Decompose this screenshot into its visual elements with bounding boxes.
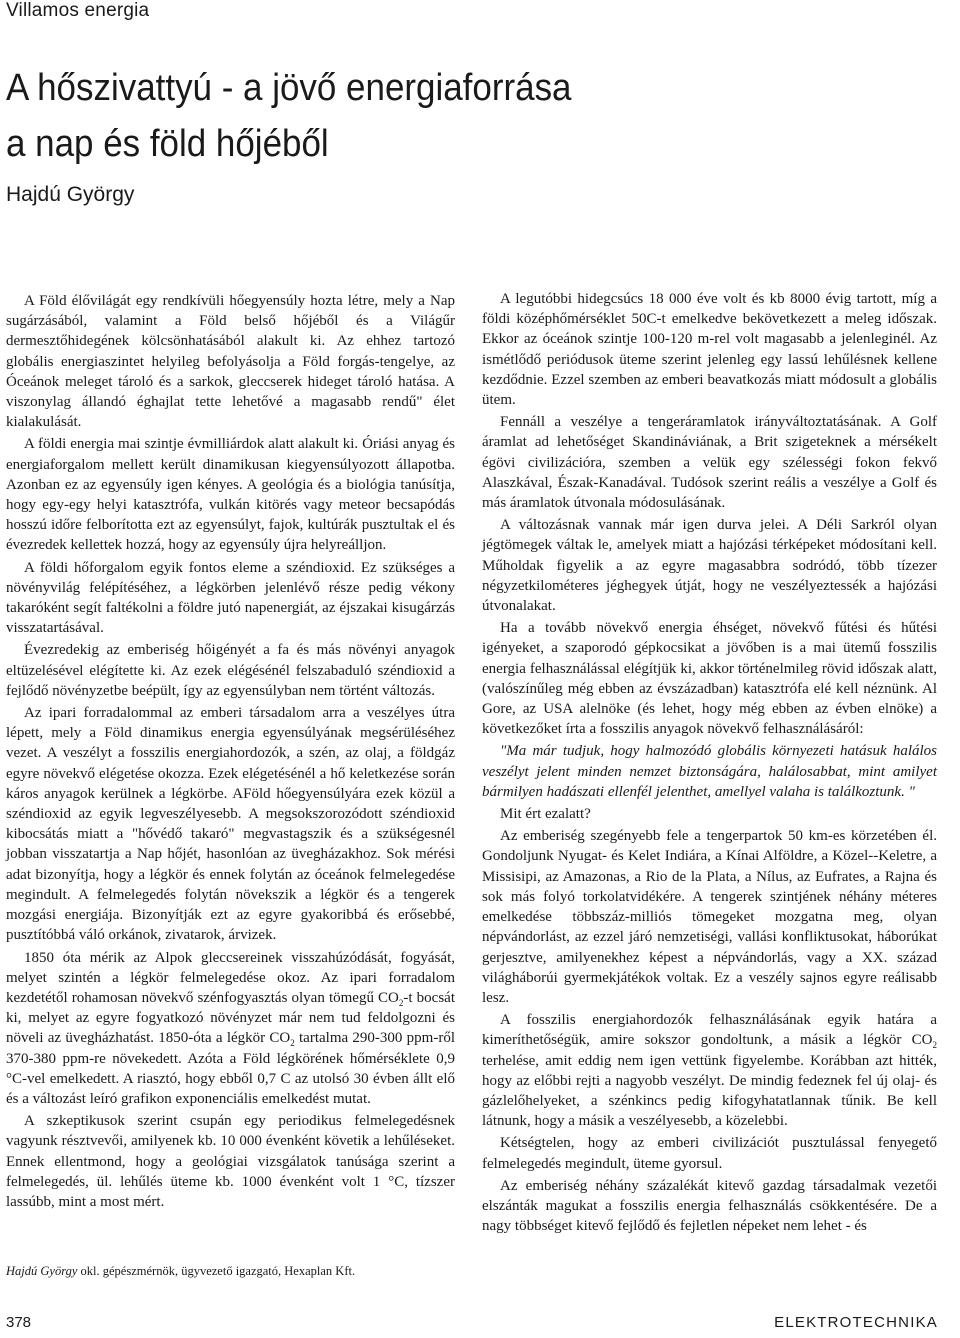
subscript: 2	[932, 1040, 937, 1051]
section-label: Villamos energia	[6, 0, 150, 21]
author-footnote	[6, 1264, 455, 1279]
paragraph: Fennáll a veszélye a tengeráramlatok irányváltoztatásának. A Golf áramlat ad lehetőséget Skandináviának, a Brit szigeteknek a mérsékelt égövi civilizációra, szemben a velük egy szélességi fokon fekvő Alaszkával, Észak-Kanadával. Tudósok szerint reális a veszélye a Golf és más áramlatok útvonala módosulásának.	[482, 414, 937, 512]
paragraph: Mit ért ezalatt?	[500, 806, 591, 823]
paragraph	[6, 948, 455, 1110]
paragraph: Az emberiség néhány százalékát kitevő gazdag társadalmak vezetői elszánták magukat a fosszilis energia felhasználás csökkentésére. De a nagy többséget kitevő fejlődő és fejletlen népeket nem lehet - és	[482, 1177, 937, 1235]
paragraph: Ha a tovább növekvő energia éhséget, növekvő fűtési és hűtési igényeket, a szaporodó gépkocsikat a jövőben is a mai ütemű fosszilis energia felhasználással elégítjük ki, akkor történelmileg rövid időszak alatt, (valószínűleg még ebben az évszázadban) katasztrófa elé kell néznünk. Al Gore, az USA alelnöke (és lehet, hogy még ebben az évben elnöke) a következőket írta a fosszilis anyagok növekvő felhasználásáról:	[482, 620, 937, 738]
paragraph: A szkeptikusok szerint csupán egy periodikus felmelegedésnek vagyunk résztvevői, amilyenek kb. 10 000 évenként követik a lehűléseket. Ennek ellentmond, hogy a geológiai vizsgálatok tanúsága szerint a felmelegedés, ül. lehűlés üteme kb. 1000 évenként volt 1 °C, tízszer lassúbb, mint a most mért.	[6, 1113, 455, 1210]
paragraph: Az emberiség szegényebb fele a tengerpartok 50 km-es körzetében él. Gondoljunk Nyugat- és Kelet Indiára, a Kínai Alföldre, a Közel--Keletre, a Missisipi, az Amazonas, a Rio de la Plata, a Nílus, az Eufrates, a Rajna és sok más folyó torkolatvidékére. A tengerek szintjének néhány méteres emelkedése többszáz-milliós tömegeket mozgatna meg, olyan népvándorlást, az ezzel járó nemzetiségi, vallási konfliktusokat, háborúkat gerjesztve, amilyenekhez képest a népvándorlás, vagy a XX. század világháborúi gyermekjátékok voltak. Ez a veszély sajnos egyre reálisabb lesz.	[482, 828, 937, 1006]
footnote-name: Hajdú György	[6, 1264, 78, 1278]
paragraph: A földi hőforgalom egyik fontos eleme a széndioxid. Ez szükséges a növényvilág felépítéséhez, a légkörben jelenlévő része pedig vékony takaróként segít faltékolni a földre jutó napenergiát, az éjszakai kisugárzás visszatartásával.	[6, 559, 455, 637]
right-column	[482, 289, 937, 1236]
paragraph: A legutóbbi hidegcsúcs 18 000 éve volt és kb 8000 évig tartott, míg a földi középhőmérséklet 50C-t emelkedve bekövetkezett a meleg időszak. Ekkor az óceánok szintje 100-120 m-rel volt magasabb a jelenleginél. Az ismétlődő periódusok üteme szerint jelenleg egy lassú lehűlésnek kellene kezdődnie. Ezzel szemben az emberi beavatkozás miatt módosult a globális ütem.	[482, 291, 937, 409]
article-title	[6, 60, 650, 172]
paragraph	[482, 1010, 937, 1131]
text-run: A fosszilis energiahordozók felhasználásának egyik határa a kimeríthetőségük, amire sokszor gondoltunk, a másik a légkör CO	[482, 1012, 937, 1049]
paragraph: Kétségtelen, hogy az emberi civilizációt pusztulással fenyegető felmelegedés megindult, üteme gyorsul.	[482, 1135, 937, 1172]
page-number: 378	[6, 1314, 32, 1331]
author-name: Hajdú György	[6, 183, 135, 206]
text-run: -t bocsát ki, melyet az egyre fogyatkozó növényzet már nem tud feldolgozni és növeli az üvegházhatást. 1850-óta a légkör CO	[6, 989, 456, 1047]
paragraph: Az ipari forradalommal az emberi társadalom arra a veszélyes útra lépett, mely a Föld dinamikus energia egyensúlyának megsérüléséhez vezet. A veszélyt a fosszilis energiahordozók, a szén, az olaj, a földgáz egyre növekvő elégetése okozza. Ezek elégetésénél a hő keletkezése során káros anyagok kerülnek a légkörbe. AFöld hőegyensúlyára ezek közül a széndioxid az egyik legveszélyesebb. A megsokszorozódott széndioxid kibocsátás miatt a "hővédő takaró" megvastagszik és a szükségesnél jobban visszatartja a Nap hőjét, hasonlóan az üvegházakhoz. Sok mérési adat bizonyítja, hogy a légkör és ennek folytán az óceánok felmelegedése megindult. A felmelegedés folytán növekszik a légkör és a tengerek mozgási energiája. Bizonyítják ezt az egyre gyakoribbá és erősebbé, pusztítóbbá váló orkánok, zivatarok, árvizek.	[6, 705, 455, 944]
paragraph: A Föld élővilágát egy rendkívüli hőegyensúly hozta létre, mely a Nap sugárzásából, valamint a Föld belső hőjéből és a Világűr dermesztőhidegének kölcsönhatásából alakult ki. Az ehhez tartozó globális energiaszintet helyileg befolyásolja a Föld forgás-tengelye, az Óceánok meleget tároló és a sarkok, gleccserek hideget tároló hatása. A viszonylag állandó éghajlat tette lehetővé a magasabb rendű" élet kialakulását.	[6, 293, 455, 431]
text-run: tartalma 290-300 ppm-ről 370-380 ppm-re növekedett. Azóta a Föld légkörének hőmérséklete 0,9 °C-vel emelkedett. A riasztó, hogy ebből 0,7 C az utolsó 30 évben állt elő és a változást leíró grafikon exponenciális emelkedést mutat.	[6, 1030, 456, 1107]
text-run: 1850 óta mérik az Alpok gleccsereinek visszahúzódását, fogyását, melyet szintén a légkör felmelegedése okoz. Az ipari forradalom kezdetétől rohamosan növekvő szénfogyasztás olyan tömegű CO	[6, 949, 455, 1006]
paragraph: A változásnak vannak már igen durva jelei. A Déli Sarkról olyan jégtömegek váltak le, amelyek miatt a hajózási térképeket módosítani kell. Műholdak figyelik a az egyre magasabbra sodródó, több tízezer négyzetkilométeres jéghegyek útját, hogy ne veszélyeztessék a hajózási útvonalakat.	[482, 517, 937, 615]
quote: "Ma már tudjuk, hogy halmozódó globális környezeti hatásuk halálos veszélyt jelent minden nemzet biztonságára, halálosabbat, mint amilyet bármilyen hadászati ellenfél jelenthet, amellyel valaha is találkoztunk. "	[482, 743, 937, 800]
title-line-2: a nap és föld hőjéből	[6, 123, 329, 165]
text-run: terhelése, amit eddig nem igen vettünk figyelembe. Korábban azt hitték, hogy az előbbi rejti a nagyobb veszélyt. De mindig fedeznek fel új olaj- és gázlelőhelyeket, a szénkincs pedig kifogyhatatlannak tűnik. Be kell látnunk, hogy a másik a veszélyesebb, a közelebbi.	[482, 1052, 937, 1130]
subscript: 2	[290, 1038, 295, 1049]
title-line-1: A hőszivattyú - a jövő energiaforrása	[6, 67, 572, 109]
paragraph: Évezredekig az emberiség hőigényét a fa és más növényi anyagok eltüzelésével elégítette ki. Az ezek elégésénél felszabaduló széndioxid a fejlődő növényzetbe beépült, így az egyensúlyban nem történt változás.	[6, 642, 455, 699]
left-column	[6, 291, 455, 1212]
paragraph: A földi energia mai szintje évmilliárdok alatt alakult ki. Óriási anyag és energiaforgalom mellett került dinamikusan kiegyensúlyozott állapotba. Azonban ez az egyensúly igen kényes. A geológia és a biológia tanúsítja, hogy egy-egy helyi katasztrófa, vulkán kitörés vagy meteor becsapódás hosszú időre felborította ezt az egyensúlyt, fajok, kultúrák pusztultak el és évezredek kellettek hozzá, hogy az egyensúly újra helyreálljon.	[6, 436, 455, 554]
subscript: 2	[398, 997, 404, 1008]
footnote-role: okl. gépészmérnök, ügyvezető igazgató, Hexaplan Kft.	[77, 1264, 356, 1278]
journal-name: ELEKTROTECHNIKA	[774, 1314, 938, 1331]
